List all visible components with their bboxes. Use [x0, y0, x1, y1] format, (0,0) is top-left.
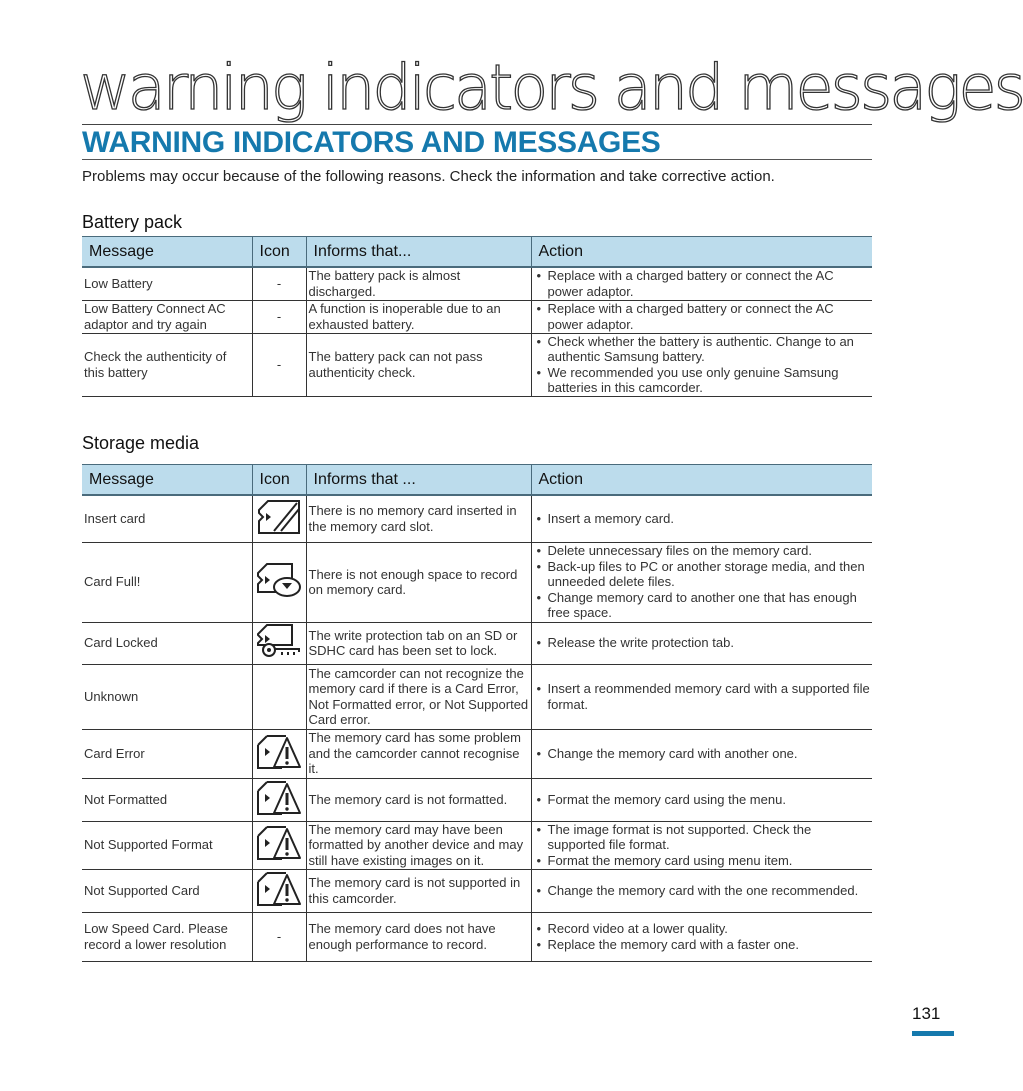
action-cell [531, 912, 872, 961]
title-divider [82, 124, 872, 125]
action-item: • Delete unnecessary files on the memory card. [534, 543, 871, 559]
action-item: • Back-up files to PC or another storage media, and then unneeded delete files. [534, 559, 871, 590]
action-cell [531, 542, 872, 622]
storage-table [82, 464, 872, 962]
action-cell [531, 333, 872, 396]
table-row [82, 664, 872, 729]
page-title-outline: warning indicators and messages [80, 51, 1023, 124]
action-item: • Change the memory card with the one recommended. [534, 883, 871, 899]
message-cell: Check the authenticity of this battery [82, 333, 252, 396]
action-item: • Format the memory card using menu item. [534, 853, 871, 869]
action-cell [531, 664, 872, 729]
action-cell [531, 869, 872, 912]
action-cell [531, 622, 872, 664]
card-warning-icon [256, 780, 302, 820]
card-warning-icon [256, 871, 302, 911]
action-item: • Change memory card to another one that has enough free space. [534, 590, 871, 621]
message-cell: Not Supported Format [82, 821, 252, 869]
section-divider [82, 159, 872, 160]
intro-text: Problems may occur because of the following reasons. Check the information and take corrective action. [82, 168, 775, 185]
informs-cell: A function is inoperable due to an exhausted battery. [306, 300, 531, 333]
card-locked-icon [256, 623, 302, 663]
action-item: • Format the memory card using the menu. [534, 792, 871, 808]
action-item: • We recommended you use only genuine Samsung batteries in this camcorder. [534, 365, 871, 396]
message-cell: Card Full! [82, 542, 252, 622]
informs-cell: The memory card does not have enough performance to record. [306, 912, 531, 961]
column-header: Informs that ... [306, 465, 531, 496]
table-row [82, 267, 872, 300]
icon-cell [252, 495, 306, 542]
card-warning-icon [256, 734, 302, 774]
table-row [82, 542, 872, 622]
informs-cell: There is no memory card inserted in the memory card slot. [306, 495, 531, 542]
informs-cell: The memory card is not formatted. [306, 778, 531, 821]
table-row [82, 495, 872, 542]
informs-cell: The memory card has some problem and the camcorder cannot recognise it. [306, 729, 531, 778]
action-cell [531, 495, 872, 542]
no-card-icon [257, 499, 301, 539]
action-item: • Insert a memory card. [534, 511, 871, 527]
action-item: • The image format is not supported. Check the supported file format. [534, 822, 871, 853]
icon-cell: - [252, 912, 306, 961]
battery-heading: Battery pack [82, 212, 183, 232]
informs-cell: The battery pack is almost discharged. [306, 267, 531, 300]
table-row [82, 333, 872, 396]
action-cell [531, 729, 872, 778]
action-cell [531, 821, 872, 869]
informs-cell: The write protection tab on an SD or SDHC card has been set to lock. [306, 622, 531, 664]
icon-cell [252, 729, 306, 778]
table-row [82, 821, 872, 869]
action-item: • Insert a reommended memory card with a supported file format. [534, 681, 871, 712]
column-header: Action [531, 237, 872, 268]
icon-cell [252, 664, 306, 729]
action-item: • Replace with a charged battery or connect the AC power adaptor. [534, 268, 871, 299]
action-item: • Release the write protection tab. [534, 635, 871, 651]
page-number-accent [912, 1031, 954, 1036]
message-cell: Not Supported Card [82, 869, 252, 912]
column-header: Action [531, 465, 872, 496]
message-cell: Insert card [82, 495, 252, 542]
action-item: • Check whether the battery is authentic. Change to an authentic Samsung battery. [534, 334, 871, 365]
informs-cell: There is not enough space to record on memory card. [306, 542, 531, 622]
table-row [82, 300, 872, 333]
message-cell: Not Formatted [82, 778, 252, 821]
section-title: WARNING INDICATORS AND MESSAGES [82, 126, 661, 159]
column-header: Message [82, 237, 252, 268]
table-row [82, 778, 872, 821]
card-warning-icon [256, 825, 302, 865]
message-cell: Low Speed Card. Please record a lower resolution [82, 912, 252, 961]
informs-cell: The memory card may have been formatted by another device and may still have existing images on it. [306, 821, 531, 869]
icon-cell [252, 622, 306, 664]
icon-cell [252, 821, 306, 869]
table-row [82, 729, 872, 778]
message-cell: Unknown [82, 664, 252, 729]
table-row [82, 622, 872, 664]
column-header: Message [82, 465, 252, 496]
icon-cell [252, 542, 306, 622]
column-header: Icon [252, 237, 306, 268]
table-row [82, 869, 872, 912]
column-header: Icon [252, 465, 306, 496]
page-number: 131 [912, 1004, 941, 1023]
action-item: • Replace with a charged battery or connect the AC power adaptor. [534, 301, 871, 332]
battery-table [82, 236, 872, 397]
action-item: • Record video at a lower quality. [534, 921, 871, 937]
action-cell [531, 300, 872, 333]
action-cell [531, 267, 872, 300]
message-cell: Card Locked [82, 622, 252, 664]
informs-cell: The memory card is not supported in this camcorder. [306, 869, 531, 912]
icon-cell [252, 869, 306, 912]
icon-cell: - [252, 267, 306, 300]
message-cell: Card Error [82, 729, 252, 778]
storage-heading: Storage media [82, 433, 200, 453]
message-cell: Low Battery Connect AC adaptor and try again [82, 300, 252, 333]
message-cell: Low Battery [82, 267, 252, 300]
card-full-icon [256, 562, 302, 602]
column-header: Informs that... [306, 237, 531, 268]
informs-cell: The camcorder can not recognize the memory card if there is a Card Error, Not Formatted error, or Not Supported Card error. [306, 664, 531, 729]
icon-cell: - [252, 333, 306, 396]
table-header-row [82, 465, 872, 496]
table-row [82, 912, 872, 961]
icon-cell [252, 778, 306, 821]
icon-cell: - [252, 300, 306, 333]
action-item: • Change the memory card with another one. [534, 746, 871, 762]
informs-cell: The battery pack can not pass authenticity check. [306, 333, 531, 396]
action-cell [531, 778, 872, 821]
action-item: • Replace the memory card with a faster one. [534, 937, 871, 953]
table-header-row [82, 237, 872, 268]
